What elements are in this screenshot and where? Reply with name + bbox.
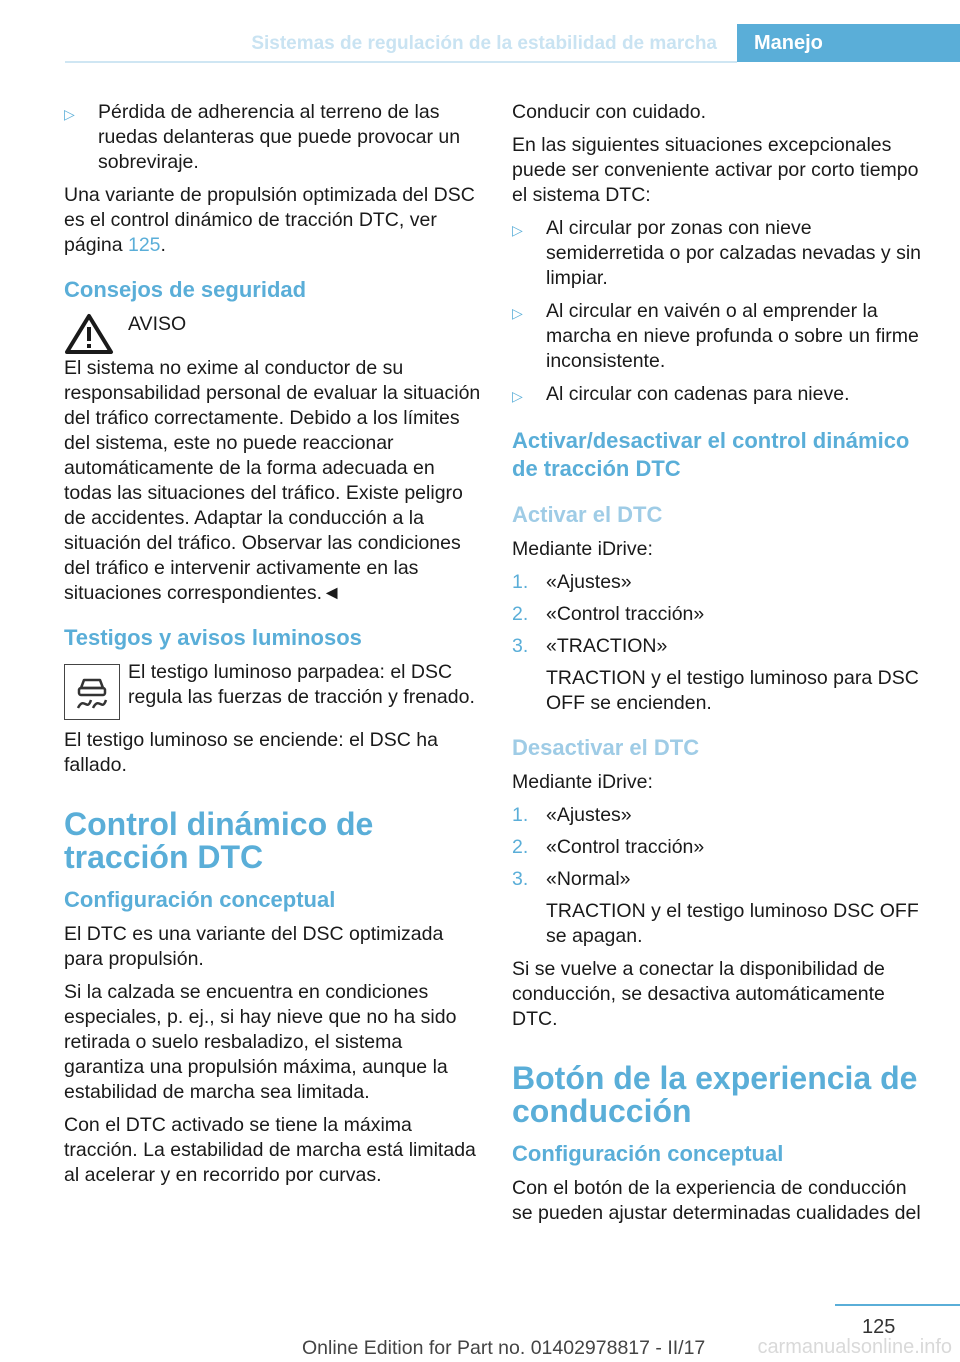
button-concept-text: Con el botón de la experiencia de conducción se pueden ajustar determinadas cualidades del (512, 1177, 921, 1224)
deactivate-result: TRACTION y el testigo luminoso DSC OFF se apagan. (546, 900, 919, 947)
activate-intro: Mediante iDrive: (512, 538, 653, 560)
bullet-marker: ▷ (512, 222, 523, 238)
right-column (512, 100, 928, 1234)
activate-result: TRACTION y el testigo luminoso para DSC OFF se encienden. (546, 667, 919, 714)
footer-rule (835, 1304, 960, 1306)
bullet-marker: ▷ (512, 388, 523, 404)
lamp-block (64, 660, 482, 720)
step-item: 3. «Normal» (512, 868, 631, 890)
list-item (64, 100, 482, 175)
page-header (0, 0, 960, 64)
dsc-skid-icon (64, 664, 120, 720)
chapter-tab: Manejo (737, 24, 960, 62)
lamp-text-2: El testigo luminoso se enciende: el DSC ha fallado. (64, 729, 438, 776)
watermark: carmanualsonline.info (757, 1336, 952, 1358)
bullet-text: Pérdida de adherencia al terreno de las ruedas delanteras que puede provocar un sobreviraje. (98, 101, 461, 173)
warning-block (64, 312, 482, 356)
step-item: 1. «Ajustes» (512, 571, 632, 593)
lamp-text: El testigo luminoso parpadea: el DSC regula las fuerzas de tracción y frenado. (128, 661, 475, 708)
safety-heading: Consejos de seguridad (64, 277, 307, 302)
section-title: Sistemas de regulación de la estabilidad de marcha (251, 33, 717, 54)
step-item: 3. «TRACTION» (512, 635, 668, 657)
warning-title: AVISO (128, 313, 187, 335)
concept-p2: Si la calzada se encuentra en condiciones especiales, p. ej., si hay nieve que no ha sido retirada o suelo resbaladizo, el sistema garantiza una propulsión máxima, aunque la estabilidad de marcha sea limitada. (64, 981, 457, 1103)
step-item: 1. «Ajustes» (512, 804, 632, 826)
step-item: 2. «Control tracción» (512, 836, 705, 858)
edition-text: Online Edition for Part no. 01402978817 - II/17 (302, 1337, 706, 1359)
button-heading: Botón de la experiencia de conducción (512, 1060, 918, 1129)
exceptional-intro: En las siguientes situaciones excepcionales puede ser conveniente activar por corto tiempo el sistema DTC: (512, 134, 919, 206)
activate-heading: Activar el DTC (512, 502, 663, 527)
list-item: ▷ Al circular por zonas con nieve semiderretida o por calzadas nevadas y sin limpiar. (512, 217, 922, 289)
left-column (64, 100, 482, 1196)
deactivate-heading: Desactivar el DTC (512, 735, 700, 760)
drive-carefully: Conducir con cuidado. (512, 101, 707, 123)
button-concept-heading: Configuración conceptual (512, 1141, 784, 1166)
concept-heading: Configuración conceptual (64, 887, 336, 912)
dtc-variant-paragraph: Una variante de propulsión optimizada del DSC es el control dinámico de tracción DTC, ver página 125. (64, 184, 475, 256)
warning-text: El sistema no exime al conductor de su responsabilidad personal de evaluar la situación del tráfico correctamente. Debido a los límites del sistema, este no puede reaccionar automáticamente de la forma adecuada en todas las situaciones del tráfico. Existe peligro de accidentes. Adaptar la conducción a la situación del tráfico. Observar las condiciones del tráfico e intervenir activamente en las situaciones correspondientes.◄ (64, 357, 481, 604)
header-rule (65, 61, 737, 63)
dtc-heading: Control dinámico de tracción DTC (64, 806, 374, 875)
page-number: 125 (862, 1316, 896, 1338)
lamps-heading: Testigos y avisos luminosos (64, 625, 362, 650)
list-item: ▷ Al circular con cadenas para nieve. (512, 382, 928, 409)
bullet-marker: ▷ (512, 305, 523, 321)
step-item: 2. «Control tracción» (512, 603, 705, 625)
concept-p1: El DTC es una variante del DSC optimizada para propulsión. (64, 923, 444, 970)
toggle-heading: Activar/desactivar el control dinámico de tracción DTC (512, 428, 910, 481)
warning-triangle-icon (64, 312, 128, 356)
bullet-marker: ▷ (64, 106, 75, 122)
concept-p3: Con el DTC activado se tiene la máxima tracción. La estabilidad de marcha está limitada al acelerar y en recorrido por curvas. (64, 1114, 476, 1186)
reconnect-text: Si se vuelve a conectar la disponibilidad de conducción, se desactiva automáticamente DTC. (512, 958, 885, 1030)
list-item: ▷ Al circular en vaivén o al emprender la marcha en nieve profunda o sobre un firme inconsistente. (512, 300, 919, 372)
deactivate-intro: Mediante iDrive: (512, 771, 653, 793)
page-link[interactable]: 125 (127, 234, 161, 256)
